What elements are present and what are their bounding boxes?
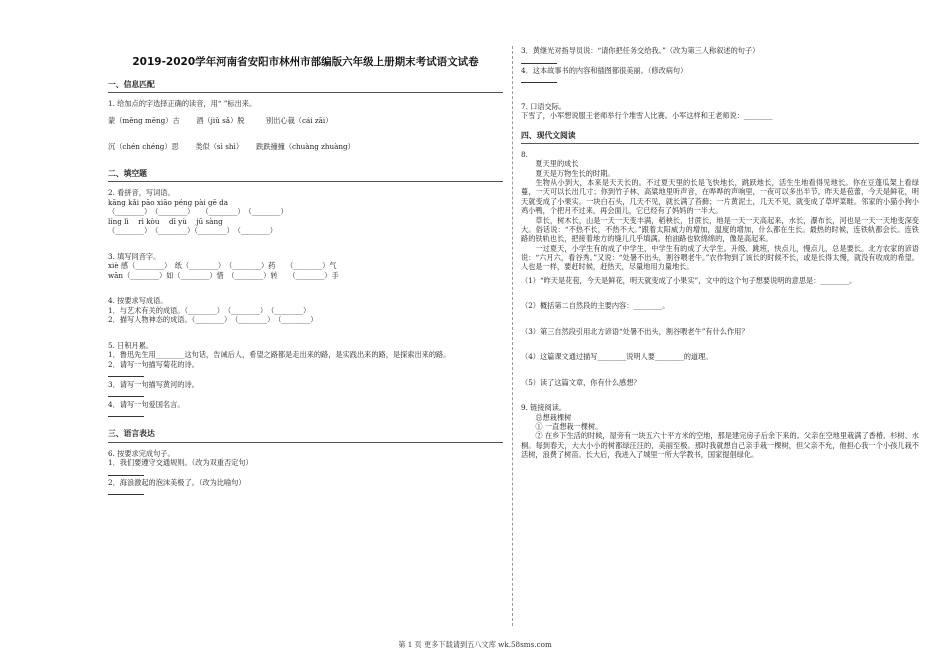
question-6-item-2: 2．海浪激起的泡沫美极了。（改为比喻句） [108, 477, 246, 487]
answer-line [108, 468, 503, 478]
answer-blank [521, 56, 557, 64]
question-1-row-2: 沉（chén chéng）思 类似（sì shì） 跌跌撞撞（chuàng zhuàng） [108, 141, 355, 151]
section-heading-4: 四、现代文阅读 [521, 131, 919, 144]
question-5-item-4: 4．请写一句爱国名言。 [108, 399, 185, 409]
section-heading-2: 二、填空题 [108, 169, 503, 182]
question-2-pinyin-2: líng lì rì kòu dī yù jū sàng [108, 216, 223, 226]
answer-line [108, 369, 503, 379]
passage-paragraph-1: 夏天是万物生长的时期。 [535, 168, 615, 178]
question-5: 5. 日积月累。 [108, 340, 154, 350]
answer-blank [108, 468, 144, 476]
question-2-blanks-1: （________） （________） （________） （________） [108, 207, 288, 217]
question-5-item-1: 1．鲁迅先生用________这句话，告诫后人，希望之路都是走出来的路，是实践出来的路，是探索出来的路。 [108, 350, 451, 360]
question-5-item-2: 2．请写一句描写菊花的诗。 [108, 359, 199, 369]
answer-blank [108, 487, 144, 495]
question-3: 3. 填写同音字。 [108, 251, 161, 261]
passage-paragraph-2: 生物从小到大，本来是天天长的。不过夏天里的长是飞快地长，跳跃地长，活生生地看得见地长。你在豆蓬瓜架上看绿蔓，一天可以长出几寸；你到竹子林、高粱地里听声音，在哗哗的声响里，一夜可以多出半节。昨天是苞蕾，今天是鲜花，明天就变成了小果实。一块白石头，几天不见，就长满了苔藓；一片黄泥土，几天不见，就变成了草坪菜畦。邻家的小猫小狗小鸡小鸭，个把月不过来，再会面儿，它已经有了妈妈的一半大。 [521, 178, 919, 216]
passage-9-paragraph-2: ② 在乡下生活的时候，屋旁有一块五六十平方米的空地，那是建完房子后余下来的。父亲在空地里栽满了香椿、杉树、水桐。每到春天，大大小小的树都绿汪汪的，美丽至极。那时我就想自己亲手栽一棵树，但父亲不允，他担心我一个小孩儿栽不活树，浪费了树苗。长大后，我进入了城里一所大学教书，国家提倡绿化。 [521, 431, 919, 460]
question-6-item-4: 4．这本故事书的内容和插图都很美丽。（修改病句） [521, 65, 688, 75]
passage-9-title: 总想栽棵树 [535, 412, 572, 422]
answer-blank [108, 389, 144, 397]
sub-question-2: （2）概括第二自然段的主要内容：________。 [521, 301, 670, 311]
answer-blank [108, 409, 144, 417]
question-2-blanks-2: （________） （________）（________） （________） [108, 226, 277, 236]
answer-line [108, 487, 503, 497]
answer-blank [108, 369, 144, 377]
question-3-row-2: wān（________）如（________）惜 （________）转 （________）手 [108, 270, 339, 280]
section-heading-1: 一、信息匹配 [108, 80, 503, 93]
sub-question-3: （3）第三自然段引用北方谚语“处暑不出头，割谷喂老牛”有什么作用？ [521, 326, 749, 336]
answer-line [108, 409, 503, 419]
question-1: 1. 给加点的字选择正确的读音，用“ ”标出来。 [108, 98, 257, 108]
page-title: 2019-2020学年河南省安阳市林州市部编版六年级上册期末考试语文试卷 [132, 56, 479, 68]
question-2-pinyin-1: kāng kǎi pāo xiāo péng pài gē da [108, 197, 228, 207]
left-column [108, 46, 503, 498]
question-9: 9. 链接阅读。 [521, 403, 567, 413]
question-4-item-2: 2．描写人物神态的成语。（________） （________） （________） [108, 315, 318, 325]
question-8: 8. [521, 149, 528, 159]
question-7-text: 下雪了，小军想说服王老师举行个堆雪人比赛。小军这样和王老师说：________ [521, 111, 773, 121]
section-heading-3: 三、语言表达 [108, 429, 503, 442]
question-1-row-1: 蒙（měng mēng）古 酒（jiǔ sǎ）脱 别出心裁（cái zāi） [108, 116, 333, 126]
page-footer: 第 1 页 更多下载请到五八文库 wk.58sms.com [398, 640, 552, 649]
question-7: 7. 口语交际。 [521, 101, 567, 111]
passage-paragraph-4: 一过夏天，小学生有的成了中学生，中学生有的成了大学生。升级、跳班，快点儿，慢点儿，总是要长。北方农家的谚语说：“六月六，看谷秀。”又说：“处暑不出头，割谷喂老牛。”农作物到了该长的时候不长，或是长得太慢，就没有收成的希望。人也是一样，要赶时候，赶热天，尽量地用力量地长。 [521, 243, 919, 272]
answer-line [108, 389, 503, 399]
sub-question-1: （1）“昨天是花苞，今天是鲜花，明天就变成了小果实”，文中的这个句子想要说明的意思是：________。 [521, 275, 857, 285]
answer-blank [521, 75, 557, 83]
passage-9-paragraph-1: ① 一直想栽一棵树。 [535, 422, 603, 432]
answer-line [521, 75, 919, 85]
question-3-row-1: xiè 感（________） 纸（________） （________）药 （________）气 [108, 261, 337, 271]
passage-paragraph-3: 草长，树木长，山是一天一天变丰满，稻秧长，甘蔗长，地是一天一天高起来，水长，瀑布长，河也是一天一天地变深变大。俗话说：“不热不长，不热不大。”跟着太阳威力的增加，温度的增加，什么都在生长。最热的时候，连铁轨都会长。连铁路的铁轨也长，把接着地方的缝儿几乎填满。柏油路也软绵绵的，像是高起来。 [521, 215, 919, 244]
passage-title: 夏天里的成长 [535, 159, 579, 169]
answer-line [521, 56, 919, 66]
question-5-item-3: 3．请写一句描写黄河的诗。 [108, 379, 199, 389]
column-divider [512, 46, 513, 626]
question-6-item-1: 1．我们要遵守交通规则。（改为双重否定句） [108, 458, 253, 468]
right-column [521, 46, 919, 459]
question-6-item-3: 3．黄继光对指导员说：“请你把任务交给我。”（改为第三人称叙述的句子） [521, 46, 760, 55]
question-4-item-1: 1．与艺术有关的成语。（________） （________） （________） [108, 305, 311, 315]
question-4: 4. 按要求写成语。 [108, 296, 168, 306]
sub-question-5: （5）读了这篇文章，你有什么感想？ [521, 377, 641, 387]
sub-question-4: （4）这篇课文通过描写________说明人要________的道理。 [521, 352, 713, 362]
question-2: 2. 看拼音，写词语。 [108, 188, 175, 198]
question-6: 6. 按要求完成句子。 [108, 448, 175, 458]
